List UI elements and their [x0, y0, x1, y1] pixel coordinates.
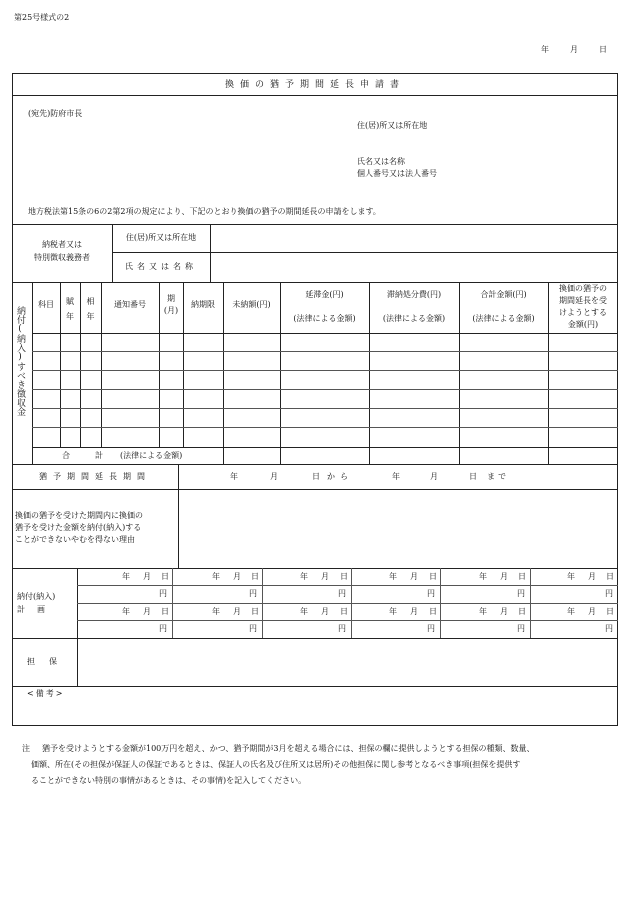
applicant-number-label: 個人番号又は法人番号 [357, 169, 437, 178]
plan-d: 日 [340, 607, 348, 616]
plan-m: 月 [588, 572, 596, 581]
col-total-sub: (法律による金額) [472, 314, 535, 323]
col-disposal-sub: (法律による金額) [382, 314, 446, 323]
form-number: 第25号様式の2 [14, 13, 70, 22]
col-disposal: 滞納処分費(円) [386, 290, 442, 299]
ext-year2: 年 [392, 472, 400, 481]
col-extension-3: けようとする [559, 308, 607, 317]
taxpayer-name-label: 氏名又は名称 [125, 262, 197, 271]
plan-y: 年 [122, 607, 130, 616]
grid-line [80, 282, 81, 447]
extension-period-label: 猶予期間延長期間 [39, 472, 151, 481]
plan-d: 日 [606, 572, 614, 581]
col-unpaid: 未納額(円) [232, 300, 271, 309]
plan-m: 月 [143, 607, 151, 616]
taxpayer-address-label: 住(居)所又は所在地 [125, 233, 197, 242]
plan-yen: 円 [427, 624, 435, 633]
title-divider [12, 95, 618, 96]
taxpayer-heading-1: 納税者又は [42, 240, 82, 249]
date-year: 年 [541, 45, 549, 54]
plan-m: 月 [143, 572, 151, 581]
grid-line [459, 282, 460, 464]
grid-line [12, 464, 618, 465]
remarks-label: <備考> [27, 689, 65, 698]
col-year2-text: 相年 [86, 297, 95, 321]
ext-day-to: 日 [469, 472, 477, 481]
grid-line [12, 638, 618, 639]
total-row-a: 合 [62, 451, 70, 460]
plan-y: 年 [122, 572, 130, 581]
grid-line [351, 568, 352, 638]
note-line-1: 猶予を受けようとする金額が100万円を超え、かつ、猶予期間が3月を超える場合には、担保の欄に提供しようとする担保の種類、数量、 [42, 744, 535, 753]
plan-m: 月 [321, 572, 329, 581]
plan-y: 年 [479, 607, 487, 616]
plan-yen: 円 [605, 589, 613, 598]
section-divider [12, 224, 618, 225]
grid-line [101, 282, 102, 447]
application-form-frame [12, 73, 618, 726]
grid-line [210, 224, 211, 282]
plan-m: 月 [233, 572, 241, 581]
date-day: 日 [599, 45, 607, 54]
applicant-name-label: 氏名又は名称 [357, 157, 405, 166]
plan-m: 月 [410, 572, 418, 581]
ext-year: 年 [230, 472, 238, 481]
plan-y: 年 [389, 607, 397, 616]
col-term-sub: (月) [163, 306, 179, 315]
col-extension-4: 金額(円) [567, 320, 599, 329]
plan-y: 年 [212, 607, 220, 616]
col-item: 科目 [38, 300, 54, 309]
col-year2 [80, 294, 101, 324]
grid-line [159, 282, 160, 447]
date-month: 月 [570, 45, 578, 54]
col-year1 [60, 294, 80, 324]
grid-line [32, 389, 618, 390]
plan-yen: 円 [427, 589, 435, 598]
plan-y: 年 [212, 572, 220, 581]
col-delinquency-sub: (法律による金額) [293, 314, 356, 323]
plan-d: 日 [251, 572, 259, 581]
plan-yen: 円 [159, 624, 167, 633]
note-line-2: 価額、所在(その担保が保証人の保証であるときは、保証人の氏名及び住所又は居所)その他担保に関し参考となるべき事項(担保を提供す [31, 760, 521, 769]
grid-line [32, 351, 618, 352]
collateral-field[interactable] [79, 640, 616, 685]
col-term: 期 [167, 294, 175, 303]
plan-yen: 円 [338, 589, 346, 598]
grid-line [32, 333, 618, 334]
taxpayer-heading-2: 特別徴収義務者 [34, 253, 90, 262]
plan-d: 日 [429, 572, 437, 581]
reason-label-3: ことができないやむを得ない理由 [15, 535, 135, 544]
grid-line [12, 568, 618, 569]
plan-d: 日 [518, 607, 526, 616]
col-extension-1: 換価の猶予の [559, 284, 607, 293]
grid-line [223, 282, 224, 464]
plan-y: 年 [567, 572, 575, 581]
collateral-label: 担保 [27, 657, 71, 666]
plan-yen: 円 [605, 624, 613, 633]
payment-plan-label-2: 計画 [17, 605, 57, 614]
grid-line [280, 282, 281, 464]
tax-side-label: 納付(納入)すべき徴収金 [15, 306, 25, 416]
grid-line [12, 686, 618, 687]
grid-line [12, 489, 618, 490]
ext-day-from: 日 [312, 472, 320, 481]
plan-d: 日 [518, 572, 526, 581]
grid-line [32, 447, 618, 448]
note-prefix: 注 [22, 744, 30, 753]
declaration-text: 地方税法第15条の6の2第2項の規定により、下記のとおり換価の猶予の期間延長の申請をします。 [28, 207, 381, 216]
grid-line [178, 464, 179, 568]
plan-yen: 円 [517, 589, 525, 598]
form-title: 換価の猶予期間延長申請書 [224, 80, 405, 90]
plan-m: 月 [588, 607, 596, 616]
col-extension-2: 期間延長を受 [559, 296, 607, 305]
plan-yen: 円 [517, 624, 525, 633]
plan-y: 年 [300, 607, 308, 616]
plan-d: 日 [606, 607, 614, 616]
plan-m: 月 [321, 607, 329, 616]
grid-line [112, 252, 618, 253]
plan-y: 年 [479, 572, 487, 581]
grid-line [369, 282, 370, 464]
plan-d: 日 [161, 607, 169, 616]
plan-d: 日 [429, 607, 437, 616]
grid-line [548, 282, 549, 464]
plan-y: 年 [567, 607, 575, 616]
grid-line [32, 427, 618, 428]
ext-month: 月 [270, 472, 278, 481]
grid-line [183, 282, 184, 447]
grid-line [172, 568, 173, 638]
col-deadline: 納期限 [191, 300, 215, 309]
ext-to: まで [487, 472, 509, 481]
grid-line [77, 603, 618, 604]
plan-y: 年 [389, 572, 397, 581]
grid-line [77, 620, 618, 621]
plan-m: 月 [500, 607, 508, 616]
col-total: 合計金額(円) [480, 290, 527, 299]
col-year1-text: 賦年 [66, 297, 74, 321]
plan-d: 日 [340, 572, 348, 581]
taxpayer-name-field[interactable] [212, 254, 616, 281]
plan-yen: 円 [159, 589, 167, 598]
ext-from: から [327, 472, 353, 481]
grid-line [530, 568, 531, 638]
plan-yen: 円 [249, 624, 257, 633]
grid-line [12, 282, 618, 283]
plan-m: 月 [500, 572, 508, 581]
reason-label-1: 換価の猶予を受けた期間内に換価の [15, 511, 143, 520]
taxpayer-address-field[interactable] [212, 226, 616, 251]
plan-m: 月 [233, 607, 241, 616]
addressee: (宛先)防府市長 [28, 109, 83, 118]
col-notice: 通知番号 [114, 300, 146, 309]
total-row-b: 計 [95, 451, 103, 460]
plan-d: 日 [251, 607, 259, 616]
plan-yen: 円 [338, 624, 346, 633]
grid-line [60, 282, 61, 447]
applicant-address-label: 住(居)所又は所在地 [357, 121, 428, 130]
ext-month2: 月 [430, 472, 438, 481]
grid-line [77, 585, 618, 586]
grid-line [32, 408, 618, 409]
plan-m: 月 [410, 607, 418, 616]
note-line-3: ることができない特別の事情があるときは、その事情)を記入してください。 [31, 776, 307, 785]
total-row-c: (法律による金額) [120, 451, 183, 460]
grid-line [440, 568, 441, 638]
plan-yen: 円 [249, 589, 257, 598]
reason-field[interactable] [180, 491, 616, 567]
remarks-field[interactable] [14, 700, 616, 724]
plan-d: 日 [161, 572, 169, 581]
grid-line [262, 568, 263, 638]
col-delinquency: 延滞金(円) [305, 290, 344, 299]
reason-label-2: 猶予を受けた金額を納付(納入)する [15, 523, 142, 532]
plan-y: 年 [300, 572, 308, 581]
grid-line [32, 370, 618, 371]
payment-plan-label-1: 納付(納入) [17, 592, 56, 601]
